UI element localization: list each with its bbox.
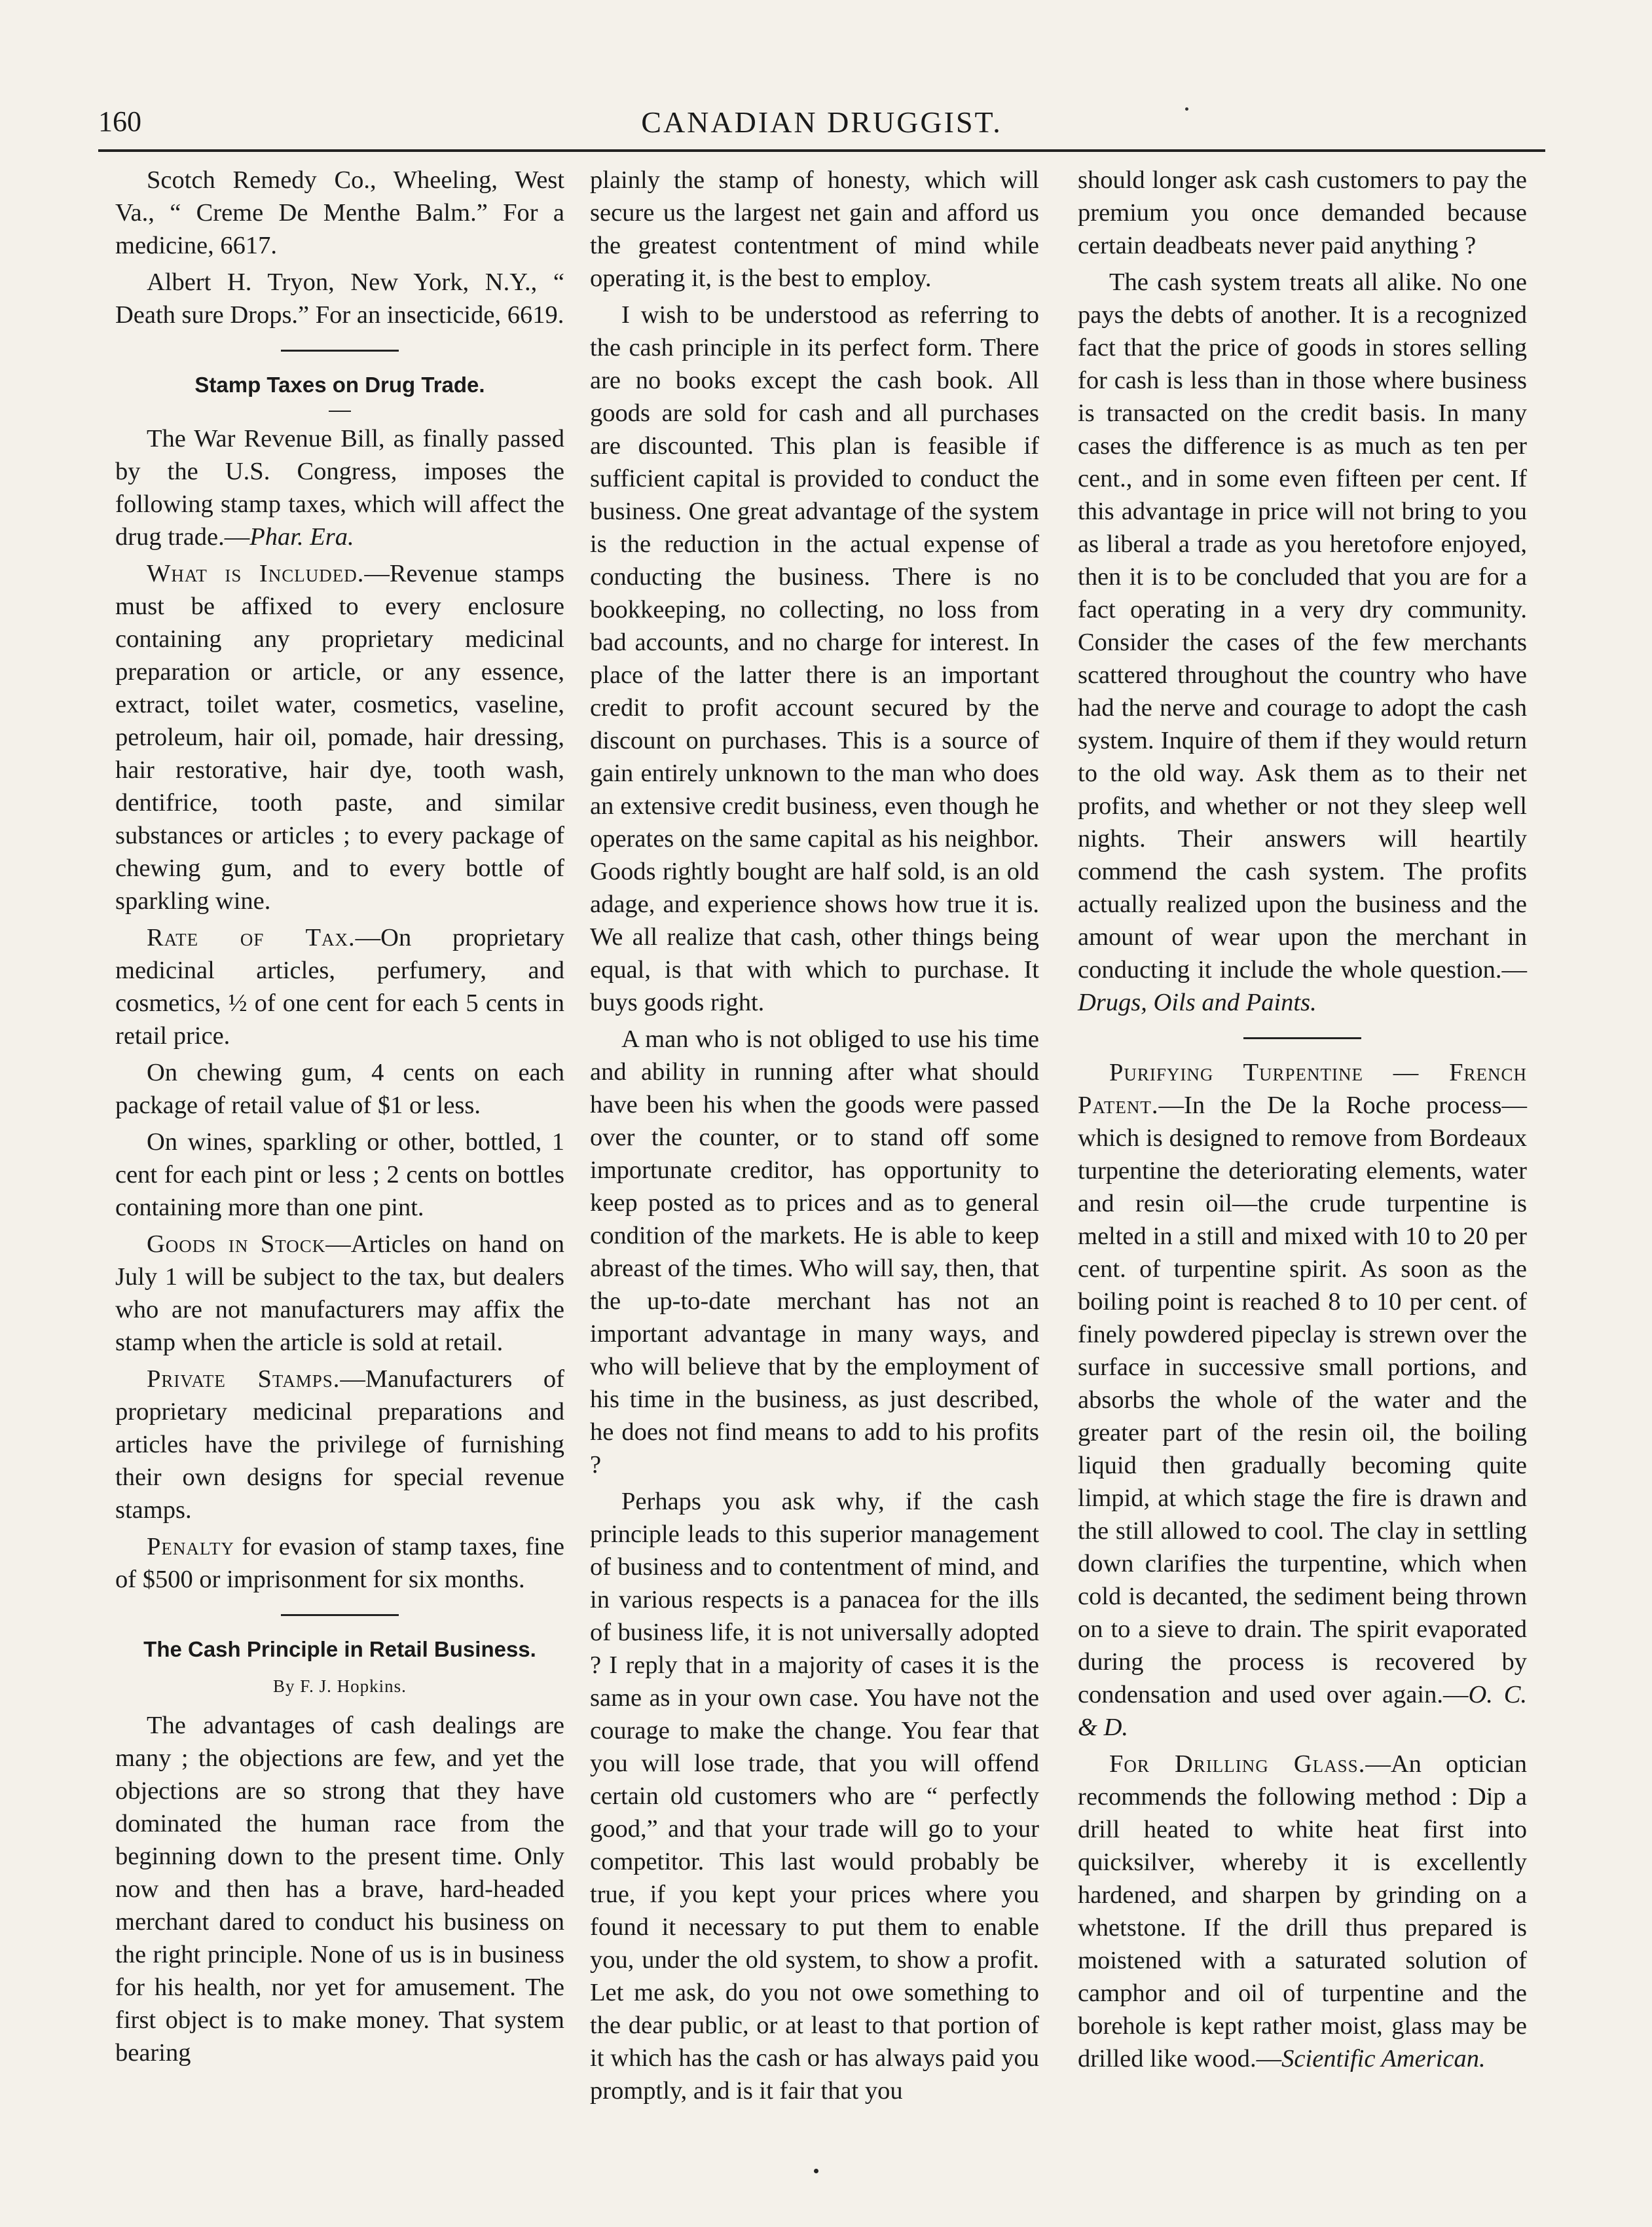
text-drilling-glass: —An optician recommends the following method : Dip a drill heated to white heat first into quicksilver, whereby it is excellently hardened, and sharpen by grinding on a whetstone. If the drill thus prepared is moistened with a saturated solution of camphor and oil of turpentine and the borehole is kept rather moist, glass may be drilled like wood.— [1078,1750,1527,2072]
paragraph-private [115,1363,564,1526]
stamp-intro-text: The War Revenue Bill, as finally passed by the U.S. Congress, imposes the following stamp taxes, which will affect the drug trade.— [115,425,564,551]
journal-title: CANADIAN DRUGGIST. [641,105,1002,139]
source-turpentine: O. C. & D. [1078,1681,1527,1741]
text-rate: —On proprietary medicinal articles, perfumery, and cosmetics, ½ of one cent for each 5 cents in retail price. [115,924,564,1050]
column-2 [590,164,1039,2107]
trademark-entry-scotch: Scotch Remedy Co., Wheeling, West Va., “ Creme De Menthe Balm.” For a medicine, 6617. [115,166,564,259]
paragraph-penalty [115,1530,564,1596]
label-included: What is Included. [147,560,365,587]
trademark-entry-tryon: Albert H. Tryon, New York, N.Y., “ Death sure Drops.” For an insecticide, 6619. [115,268,564,329]
article-heading-cash-principle: The Cash Principle in Retail Business. [143,1637,536,1661]
text-turpentine: —In the De la Roche process—which is designed to remove from Bordeaux turpentine the deteriorating elements, water and resin oil—the crude turpentine is melted in a still and mixed with 10 to 20 per cent. of turpentine spirit. As soon as the boiling point is reached 8 to 10 per cent. of finely powdered pipeclay is strewn over the surface in successive small portions, and absorbs the whole of the water and the greater part of the resin oil, the boiling liquid then gradually becoming quite limpid, at which stage the fire is drawn and the still allowed to cool. The clay in settling down clarifies the turpentine, which when cold is decanted, the sediment being thrown on to a sieve to drain. The spirit evaporated during the process is recovered by condensation and used over again.— [1078,1092,1527,1708]
text-included: —Revenue stamps must be affixed to every enclosure containing any proprietary medicinal preparation or article, or any essence, extract, toilet water, cosmetics, vaseline, petroleum, hair oil, pomade, hair dressing, hair restorative, hair dye, tooth wash, dentifrice, tooth paste, and similar substances or articles ; to every package of chewing gum, and to every bottle of sparkling wine. [115,560,565,915]
cash-p5-source: Drugs, Oils and Paints. [1078,989,1317,1016]
stamp-intro [115,422,564,553]
cash-paragraph-2: I wish to be understood as referring to the cash principle in its perfect form. There are no books except the cash book. All goods are sold for cash and all purchases are discounted. This plan is feasible if sufficient capital is provided to conduct the business. One great advantage of the system is the reduction in the actual expense of conducting the business. There is no bookkeeping, no collecting, no loss from bad accounts, and no charge for interest. In place of the latter there is an important credit to profit account secured by the discount on purchases. This is a source of gain entirely unknown to the man who does an extensive credit business, even though he operates on the same capital as his neighbor. Goods rightly bought are half sold, is an old adage, and experience shows how true it is. We all realize that cash, other things being equal, is that with which to purchase. It buys goods right. [590,301,1039,1016]
label-stock: Goods in Stock [147,1230,326,1258]
text-penalty: for evasion of stamp taxes, fine of $500 or imprisonment for six months. [115,1533,564,1593]
section-divider [281,350,399,352]
label-drilling-glass: For Drilling Glass. [1109,1750,1366,1778]
cash-paragraph-3: A man who is not obliged to use his time and ability in running after what should have been his when the goods were passed over the counter, or to stand off some importunate creditor, has opportunity to keep posted as to prices and as to general condition of the markets. He is able to keep abreast of the times. Who will say, then, that the up-to-date merchant has not an important advantage in many ways, and who will believe that by the employment of his time in the business, as just described, he does not find means to add to his profits ? [590,1025,1039,1479]
label-turpentine: Purifying Turpentine — French Patent. [1078,1059,1527,1119]
paragraph-turpentine [1078,1056,1527,1744]
print-speck [814,2169,818,2173]
cash-paragraph-5 [1078,266,1527,1019]
label-penalty: Penalty [147,1533,234,1560]
cash-paragraph-continued-2: should longer ask cash customers to pay the premium you once demanded because certain deadbeats never paid anything ? [1078,166,1527,259]
paragraph-rate [115,921,564,1052]
paragraph-gum: On chewing gum, 4 cents on each package of retail value of $1 or less. [115,1059,564,1119]
paragraph-included [115,557,564,917]
paragraph-stock [115,1228,564,1359]
article-heading-stamp-taxes: Stamp Taxes on Drug Trade. [194,373,485,397]
label-private: Private Stamps. [147,1365,340,1393]
paragraph-wine: On wines, sparkling or other, bottled, 1 cent for each pint or less ; 2 cents on bottles containing more than one pint. [115,1128,564,1221]
column-1 [115,164,564,2069]
label-rate: Rate of Tax. [147,924,356,951]
source-drilling-glass: Scientific American. [1281,2045,1486,2072]
cash-paragraph-continued: plainly the stamp of honesty, which will secure us the largest net gain and afford us the greatest contentment of mind while operating it, is the best to employ. [590,166,1039,292]
column-3 [1078,164,1527,2075]
section-divider [1243,1037,1361,1039]
stamp-intro-source: Phar. Era. [249,523,354,551]
cash-p5-text: The cash system treats all alike. No one pays the debts of another. It is a recognized fact that the price of goods in stores selling for cash is less than in those where business is transacted on the credit basis. In many cases the difference is as much as ten per cent., and in some even fifteen per cent. If this advantage in price will not bring to you as liberal a trade as you heretofore enjoyed, then it is to be concluded that you are for a fact operating in a very dry community. Consider the cases of the few merchants scattered throughout the country who have had the nerve and courage to adopt the cash system. Inquire of them if they would return to the old way. Ask them as to their net profits, and whether or not they sleep well nights. Their answers will heartily commend the cash system. The profits actually realized upon the business and the amount of wear upon the merchant in conducting it include the whole question.— [1078,268,1527,984]
heading-dash [329,411,351,412]
print-speck [1185,107,1188,111]
article-byline: By F. J. Hopkins. [273,1676,407,1696]
cash-paragraph-1: The advantages of cash dealings are many ; the objections are few, and yet the objections are so strong that they have dominated the human race from the beginning down to the present time. Only now and then has a brave, hard-headed merchant dared to conduct his business on the right principle. None of us is in business for his health, nor yet for amusement. The first object is to make money. That system bearing [115,1712,564,2067]
text-private: —Manufacturers of proprietary medicinal preparations and articles have the privilege of furnishing their own designs for special revenue stamps. [115,1365,564,1524]
paragraph-drilling-glass [1078,1748,1527,2075]
page-header [98,105,1545,151]
page-number: 160 [98,105,141,138]
section-divider [281,1614,399,1616]
header-rule [98,149,1545,152]
text-stock: —Articles on hand on July 1 will be subject to the tax, but dealers who are not manufacturers may affix the stamp when the article is sold at retail. [115,1230,564,1356]
cash-paragraph-4: Perhaps you ask why, if the cash principle leads to this superior management of business and to contentment of mind, and in various respects is a panacea for the ills of business life, it is not universally adopted ? I reply that in a majority of cases it is the same as in your own case. You have not the courage to make the change. You fear that you will lose trade, that you will offend certain old customers who are “ perfectly good,” and that your trade will go to your competitor. This last would probably be true, if you kept your prices where you found it necessary to put them to enable you, under the old system, to show a profit. Let me ask, do you not owe something to the dear public, or at least to that portion of it which has the cash or has always paid you promptly, and is it fair that you [590,1488,1039,2105]
